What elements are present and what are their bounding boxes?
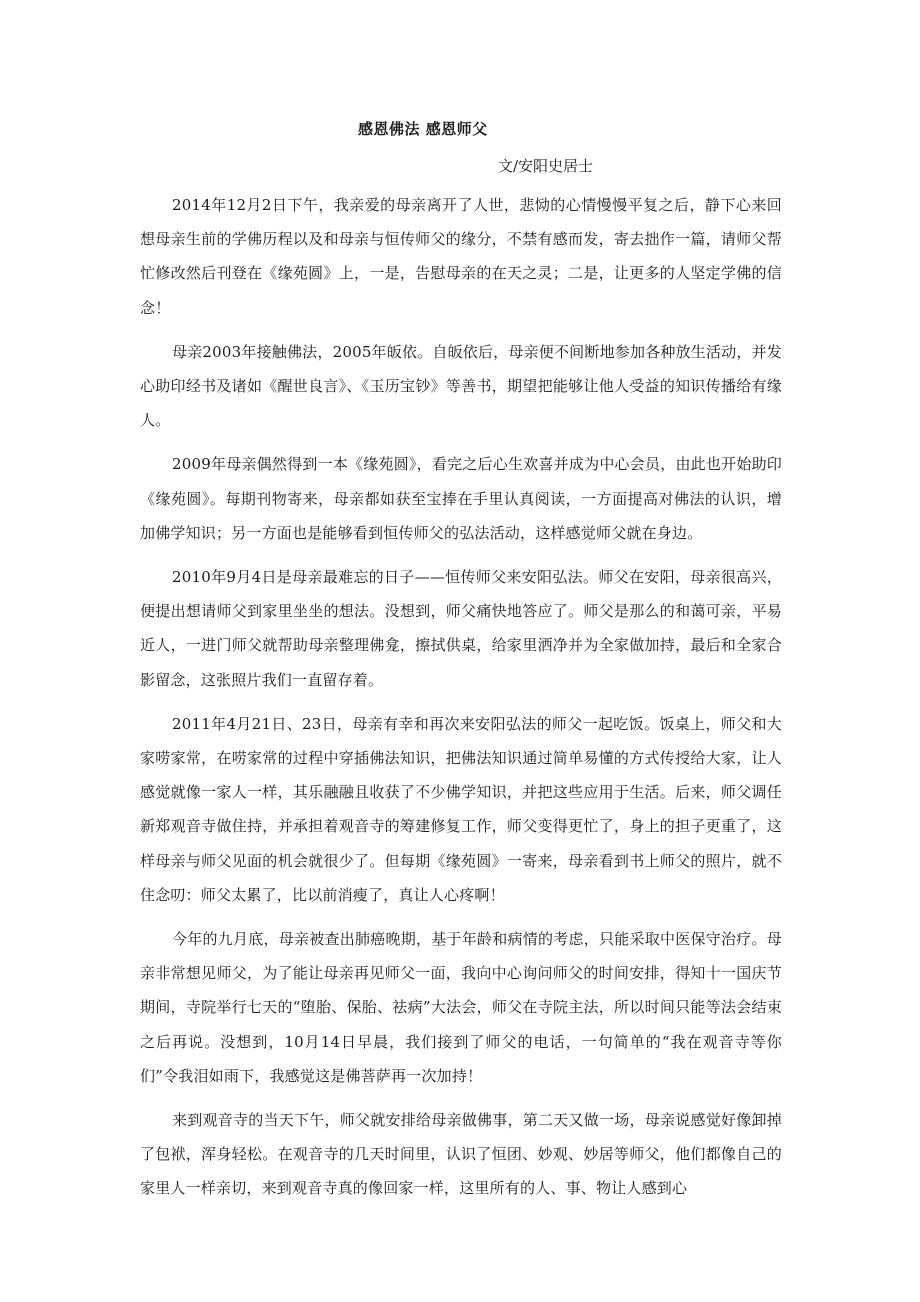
document-title: 感恩佛法 感恩师父 [358, 120, 488, 138]
paragraph-2: 母亲2003年接触佛法，2005年皈依。自皈依后，母亲便不间断地参加各种放生活动，并发心助印经书及诸如《醒世良言》、《玉历宝钞》等善书，期望把能够让他人受益的知识传播给有缘人。 [140, 342, 782, 430]
paragraph-4: 2010年9月4日是母亲最难忘的日子——恒传师父来安阳弘法。师父在安阳，母亲很高兴，便提出想请师父到家里坐坐的想法。没想到，师父痛快地答应了。师父是那么的和蔼可亲，平易近人，一进门师父就帮助母亲整理佛龛，擦拭供桌，给家里洒净并为全家做加持，最后和全家合影留念，这张照片我们一直留存着。 [140, 568, 782, 689]
paragraph-5: 2011年4月21日、23日，母亲有幸和再次来安阳弘法的师父一起吃饭。饭桌上，师父和大家唠家常，在唠家常的过程中穿插佛法知识，把佛法知识通过简单易懂的方式传授给大家，让人感觉就像一家人一样，其乐融融且收获了不少佛学知识，并把这些应用于生活。后来，师父调任新郑观音寺做住持，并承担着观音寺的筹建修复工作，师父变得更忙了，身上的担子更重了，这样母亲与师父见面的机会就很少了。但每期《缘苑圆》一寄来，母亲看到书上师父的照片，就不住念叨：师父太累了，比以前消瘦了，真让人心疼啊！ [140, 714, 782, 904]
paragraph-7: 来到观音寺的当天下午，师父就安排给母亲做佛事，第二天又做一场，母亲说感觉好像卸掉了包袱，浑身轻松。在观音寺的几天时间里，认识了恒团、妙观、妙居等师父，他们都像自己的家里人一样亲切，来到观音寺真的像回家一样，这里所有的人、事、物让人感到心 [140, 1111, 782, 1198]
paragraph-1: 2014年12月2日下午，我亲爱的母亲离开了人世，悲恸的心情慢慢平复之后，静下心来回想母亲生前的学佛历程以及和母亲与恒传师父的缘分，不禁有感而发，寄去拙作一篇，请师父帮忙修改然后刊登在《缘苑圆》上，一是，告慰母亲的在天之灵；二是，让更多的人坚定学佛的信念！ [140, 196, 782, 317]
document-author: 文/安阳史居士 [498, 157, 594, 175]
document-body [140, 188, 782, 1216]
paragraph-6: 今年的九月底，母亲被查出肺癌晚期，基于年龄和病情的考虑，只能采取中医保守治疗。母亲非常想见师父，为了能让母亲再见师父一面，我向中心询问师父的时间安排，得知十一国庆节期间，寺院举行七天的“堕胎、保胎、祛病”大法会，师父在寺院主法，所以时间只能等法会结束之后再说。没想到，10月14日早晨，我们接到了师父的电话，一句简单的“我在观音寺等你们”令我泪如雨下，我感觉这是佛菩萨再一次加持！ [140, 930, 782, 1085]
paragraph-3: 2009年母亲偶然得到一本《缘苑圆》，看完之后心生欢喜并成为中心会员，由此也开始助印《缘苑圆》。每期刊物寄来，母亲都如获至宝捧在手里认真阅读，一方面提高对佛法的认识，增加佛学知识；另一方面也是能够看到恒传师父的弘法活动，这样感觉师父就在身边。 [140, 455, 782, 542]
